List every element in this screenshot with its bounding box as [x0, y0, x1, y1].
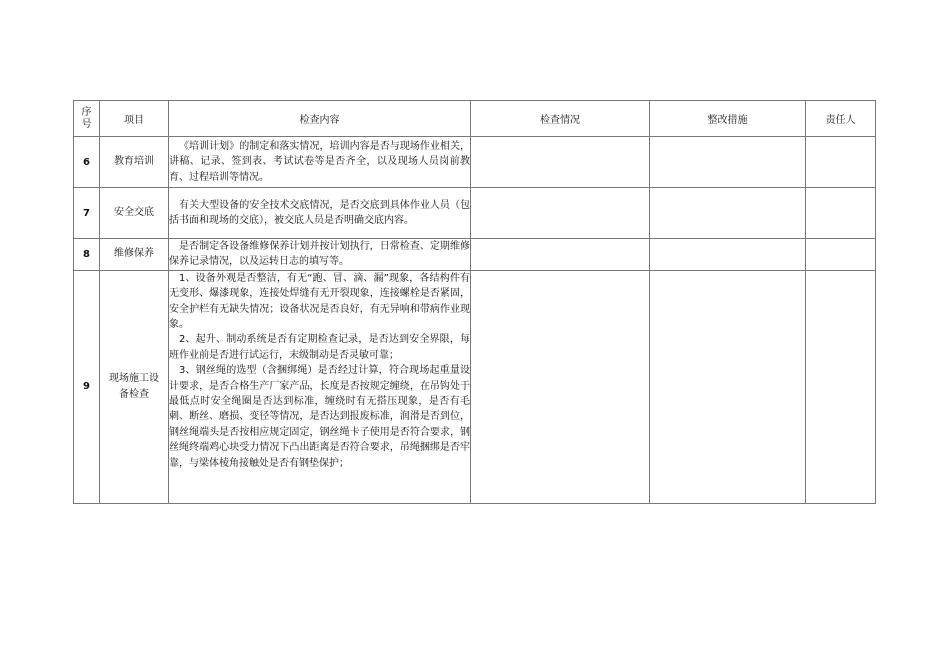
header-measures: 整改措施: [650, 101, 806, 137]
row-content: [169, 188, 471, 239]
status-cell[interactable]: [471, 239, 650, 271]
header-content: 检查内容: [169, 101, 471, 137]
table-row: [74, 239, 876, 271]
measures-cell[interactable]: [650, 188, 806, 239]
header-responsible: 责任人: [806, 101, 876, 137]
responsible-cell[interactable]: [806, 239, 876, 271]
content-paragraph: 是否制定各设备维修保养计划并按计划执行，日常检查、定期维修保养记录情况，以及运转日志的填写等。: [169, 241, 470, 268]
row-item: 安全交底: [100, 188, 169, 239]
table-header-row: [74, 101, 876, 137]
content-paragraph: 《培训计划》的制定和落实情况，培训内容是否与现场作业相关，讲稿、记录、签到表、考试试卷等是否齐全，以及现场人员岗前教育、过程培训等情况。: [169, 140, 470, 183]
header-status: 检查情况: [471, 101, 650, 137]
row-item-label: 现场施工设备检查: [109, 372, 159, 400]
measures-cell[interactable]: [650, 270, 806, 503]
row-number: 9: [74, 270, 100, 503]
measures-cell[interactable]: [650, 239, 806, 271]
measures-cell[interactable]: [650, 137, 806, 188]
content-paragraph: 2、起升、制动系统是否有定期检查记录，是否达到安全界限，每班作业前是否进行试运行，末级制动是否灵敏可靠；: [169, 334, 470, 361]
row-item: 维修保养: [100, 239, 169, 271]
row-number: 6: [74, 137, 100, 188]
status-cell[interactable]: [471, 270, 650, 503]
table-row: [74, 137, 876, 188]
row-number: 8: [74, 239, 100, 271]
table-row: [74, 270, 876, 503]
status-cell[interactable]: [471, 188, 650, 239]
responsible-cell[interactable]: [806, 270, 876, 503]
row-content: [169, 137, 471, 188]
header-seq-label: 序号: [81, 106, 92, 130]
header-item: 项目: [100, 101, 169, 137]
content-paragraph: 有关大型设备的安全技术交底情况，是否交底到具体作业人员（包括书面和现场的交底），被交底人员是否明确交底内容。: [169, 199, 470, 226]
row-number: 7: [74, 188, 100, 239]
responsible-cell[interactable]: [806, 188, 876, 239]
content-paragraph: 1、设备外观是否整洁，有无“跑、冒、滴、漏”现象，各结构件有无变形、爆漆现象，连接处焊缝有无开裂现象，连接螺栓是否紧固，安全护栏有无缺失情况；设备状况是否良好，有无异响和带病作业现象。: [169, 272, 470, 331]
row-content: [169, 270, 471, 503]
header-seq: [74, 101, 100, 137]
table-row: [74, 188, 876, 239]
content-paragraph: 3、钢丝绳的选型（含捆绑绳）是否经过计算，符合现场起重量设计要求，是否合格生产厂家产品，长度是否按规定缠绕，在吊钩处于最低点时安全绳圈是否达到标准，缠绕时有无搭压现象，是否有毛刺、断丝、磨损、变径等情况，是否达到报废标准，润滑是否到位，钢丝绳端头是否按相应规定固定，钢丝绳卡子使用是否符合要求，钢丝绳终端鸡心块受力情况下凸出距离是否符合要求，吊绳捆绑是否牢靠，与梁体棱角接触处是否有钢垫保护；: [169, 365, 470, 469]
row-content: [169, 239, 471, 271]
status-cell[interactable]: [471, 137, 650, 188]
inspection-table: [73, 100, 876, 504]
row-item: [100, 270, 169, 503]
row-item: 教育培训: [100, 137, 169, 188]
responsible-cell[interactable]: [806, 137, 876, 188]
